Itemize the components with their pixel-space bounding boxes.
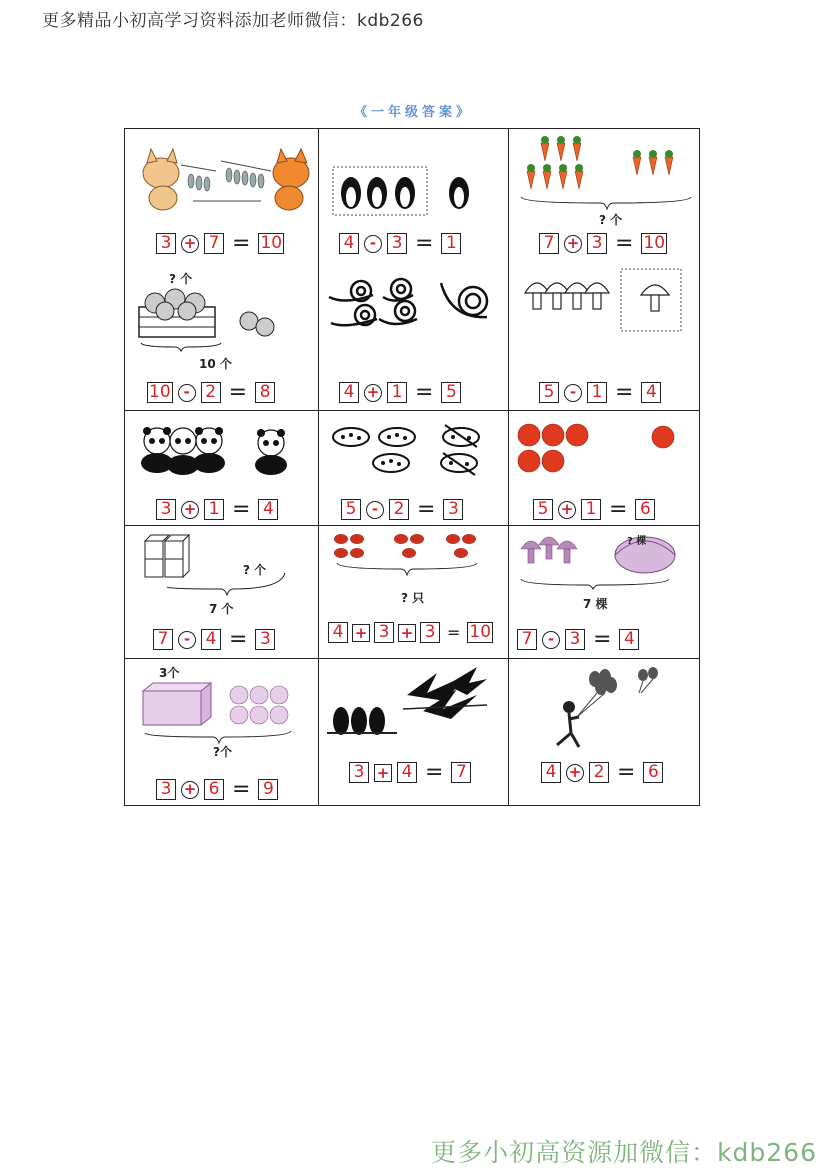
answer-box: 5 (341, 499, 361, 520)
mushrooms-bottom-caption: 7 棵 (583, 597, 608, 611)
answer-box: 4 (541, 762, 561, 783)
balloons-illustration (535, 665, 675, 755)
operator: + (398, 624, 416, 642)
equals-sign: = (609, 497, 628, 522)
carrots-caption: ? 个 (599, 213, 623, 227)
operator: + (181, 781, 199, 799)
equation-birds (349, 762, 471, 783)
cats-fish-illustration (131, 143, 311, 213)
equals-sign: = (232, 497, 251, 522)
answer-box: 8 (255, 382, 275, 403)
answer-box: 1 (387, 382, 407, 403)
answer-box: 2 (589, 762, 609, 783)
answer-box: 3 (374, 622, 394, 643)
equals-sign: = (615, 231, 634, 256)
operator: + (364, 384, 382, 402)
answer-box: 3 (156, 233, 176, 254)
answer-box: 10 (260, 233, 283, 253)
answer-box: 10 (469, 622, 492, 642)
basket-caption: ? 棵 (627, 536, 647, 547)
answer-box: 4 (397, 762, 417, 783)
operator: - (564, 384, 582, 402)
equals-sign: = (232, 231, 251, 256)
equals-sign: = (415, 380, 434, 405)
mushrooms-illustration (521, 267, 691, 333)
answer-box: 6 (643, 762, 663, 783)
equation-crabs (328, 622, 493, 643)
carrots-illustration (521, 133, 696, 223)
answer-box: 10 (643, 233, 666, 253)
answer-box: 4 (328, 622, 348, 643)
equation-tomatoes (533, 499, 655, 520)
operator: - (364, 235, 382, 253)
operator: + (181, 501, 199, 519)
box-bottom-caption: ?个 (213, 745, 232, 759)
answer-box: 7 (539, 233, 559, 254)
operator: + (558, 501, 576, 519)
grid-divider (508, 129, 509, 805)
equals-sign: = (447, 623, 461, 642)
answer-box: 7 (204, 233, 224, 254)
balls-illustration (135, 287, 285, 347)
answer-box: 1 (587, 382, 607, 403)
equals-sign: = (229, 627, 248, 652)
crabs-caption: ? 只 (401, 591, 425, 605)
cubes-bottom-caption: 7 个 (209, 602, 234, 616)
answer-box: 6 (635, 499, 655, 520)
answer-box: 4 (641, 382, 661, 403)
answer-box: 3 (349, 762, 369, 783)
operator: - (366, 501, 384, 519)
equals-sign: = (617, 760, 636, 785)
operator: + (352, 624, 370, 642)
answer-box: 3 (255, 629, 275, 650)
answer-box: 3 (565, 629, 585, 650)
equals-sign: = (593, 627, 612, 652)
tomatoes-illustration (517, 423, 687, 475)
cubes-illustration (141, 531, 301, 597)
grid-divider (125, 525, 699, 526)
operator: - (178, 384, 196, 402)
answer-box: 7 (451, 762, 471, 783)
answer-box: 4 (258, 499, 278, 520)
equation-pods (341, 499, 463, 520)
operator: + (181, 235, 199, 253)
answer-box: 3 (156, 779, 176, 800)
equals-sign: = (425, 760, 444, 785)
answer-box: 1 (204, 499, 224, 520)
birds-illustration (327, 665, 497, 749)
pods-illustration (331, 425, 491, 477)
answer-box: 6 (204, 779, 224, 800)
answer-box: 5 (533, 499, 553, 520)
equation-carrots (539, 233, 667, 254)
balls-bottom-caption: 10 个 (199, 357, 232, 371)
answer-box: 3 (387, 233, 407, 254)
crabs-illustration (331, 529, 491, 585)
answer-box: 10 (149, 382, 171, 402)
answer-box: 4 (339, 233, 359, 254)
pandas-illustration (137, 423, 307, 475)
equals-sign: = (615, 380, 634, 405)
answer-box: 4 (619, 629, 639, 650)
balls-top-caption: ? 个 (169, 272, 193, 286)
equals-sign: = (228, 380, 248, 405)
equation-fish (156, 233, 284, 254)
answer-box: 3 (420, 622, 440, 643)
grid-divider (125, 658, 699, 659)
equation-snails (339, 382, 461, 403)
answer-grid (124, 128, 700, 806)
operator: - (542, 631, 560, 649)
answer-box: 3 (587, 233, 607, 254)
grid-divider (125, 410, 699, 411)
answer-box: 1 (581, 499, 601, 520)
footer-banner: 更多小初高资源加微信：kdb266 (431, 1138, 817, 1167)
equation-penguins (339, 233, 461, 254)
equation-balls (147, 382, 275, 403)
answer-box: 4 (201, 629, 221, 650)
equals-sign: = (415, 231, 434, 256)
answer-box: 3 (156, 499, 176, 520)
operator: + (564, 235, 582, 253)
snails-illustration (325, 275, 495, 331)
operator: + (374, 764, 392, 782)
equals-sign: = (232, 777, 251, 802)
operator: - (178, 631, 196, 649)
equation-mushrooms (539, 382, 661, 403)
operator: + (566, 764, 584, 782)
equation-box (156, 779, 278, 800)
answer-box: 4 (339, 382, 359, 403)
page-title: 《一年级答案》 (353, 105, 473, 120)
answer-box: 7 (517, 629, 537, 650)
top-banner: 更多精品小初高学习资料添加老师微信：kdb266 (42, 11, 424, 31)
answer-box: 7 (153, 629, 173, 650)
answer-box: 5 (539, 382, 559, 403)
equation-cubes (153, 629, 275, 650)
cubes-top-caption: ? 个 (243, 563, 267, 577)
equals-sign: = (417, 497, 436, 522)
equation-basket (517, 629, 639, 650)
basket-illustration (517, 529, 687, 591)
grid-divider (318, 129, 319, 805)
answer-box: 3 (443, 499, 463, 520)
answer-box: 5 (441, 382, 461, 403)
box-top-caption: 3个 (159, 666, 180, 680)
penguins-illustration (333, 167, 483, 217)
answer-box: 2 (201, 382, 221, 403)
answer-box: 2 (389, 499, 409, 520)
answer-box: 1 (441, 233, 461, 254)
box-illustration (139, 681, 299, 749)
equation-pandas (156, 499, 278, 520)
equation-balloons (541, 762, 663, 783)
answer-box: 9 (258, 779, 278, 800)
